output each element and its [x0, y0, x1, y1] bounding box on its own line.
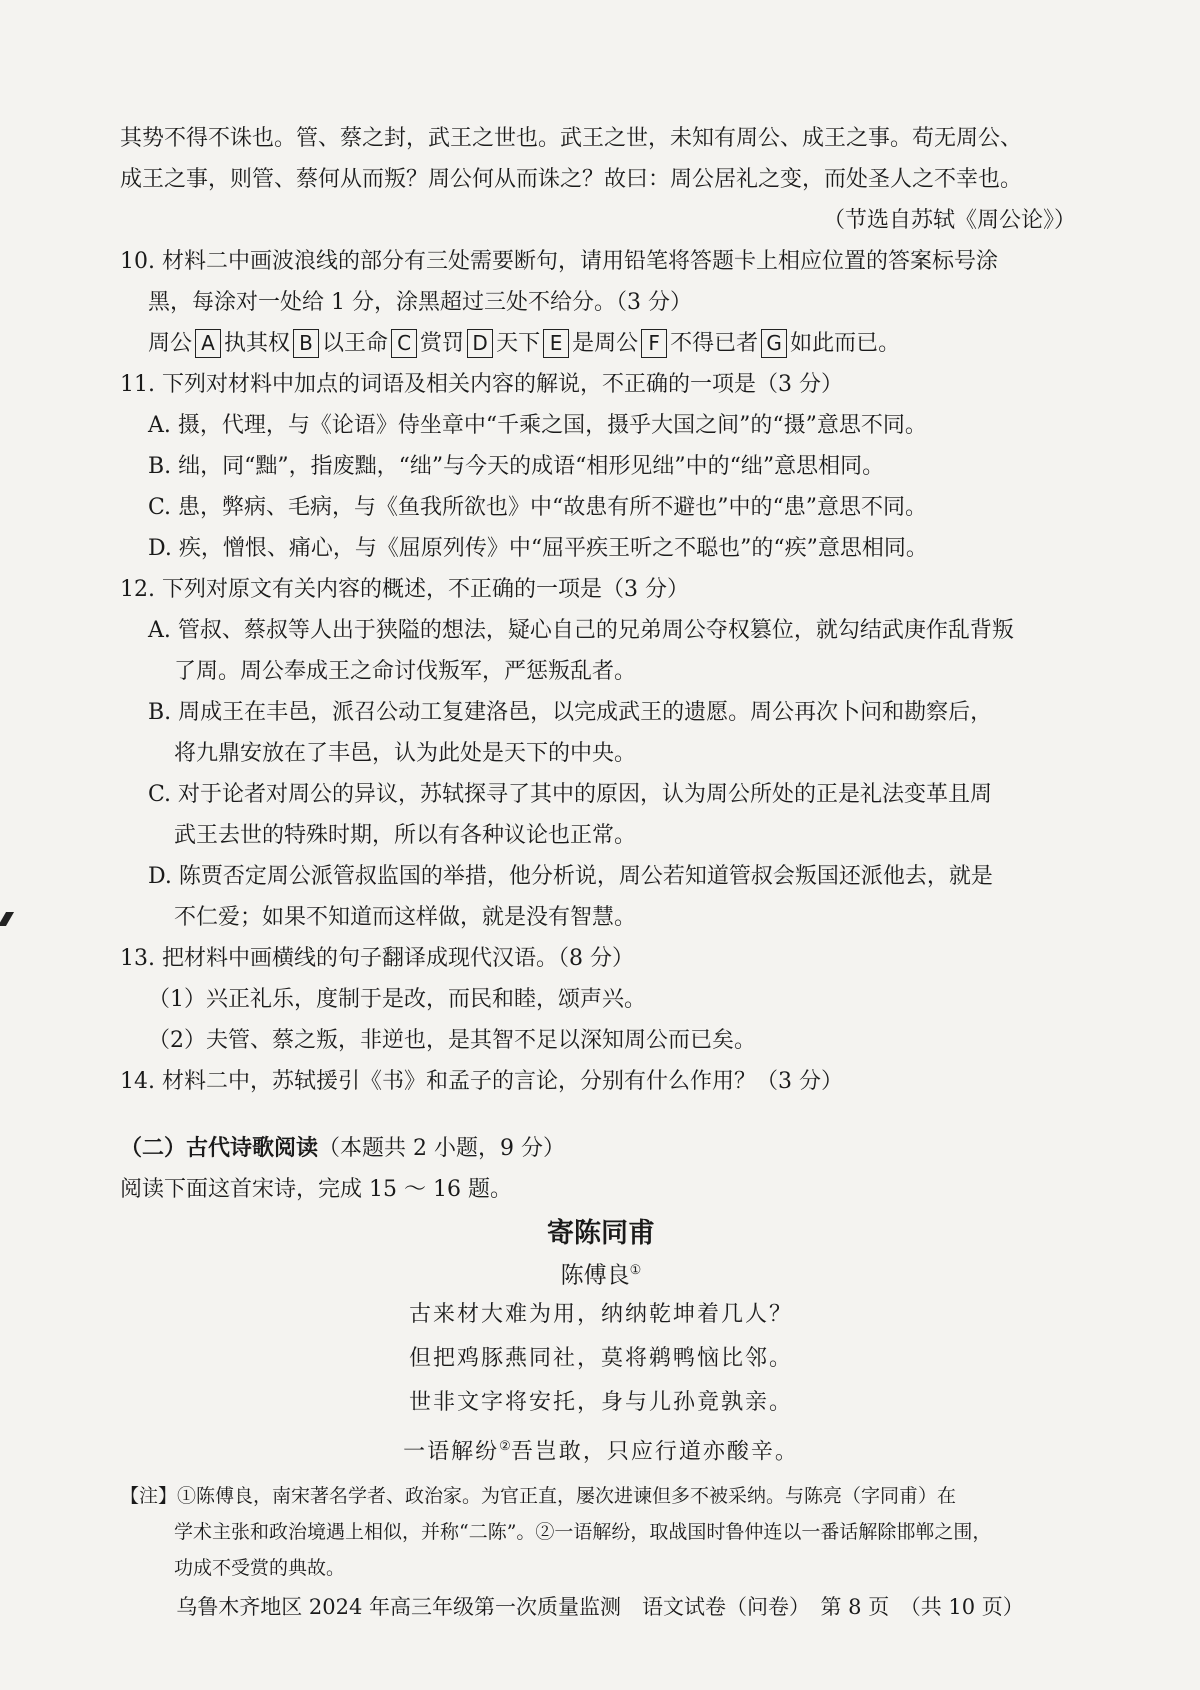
question-12-option-a-cont: 了周。周公奉成王之命讨伐叛军，严惩叛乱者。	[174, 659, 637, 684]
segment: 天下	[496, 331, 541, 356]
note-line-3: 功成不受赏的典故。	[174, 1556, 346, 1579]
footnote-mark-2: ②	[499, 1438, 511, 1454]
question-13-sentence-2: （2）夫管、蔡之叛，非逆也，是其智不足以深知周公而已矣。	[148, 1028, 756, 1053]
segment: 如此而已。	[790, 331, 901, 356]
question-12-option-b: B. 周成王在丰邑，派召公动工复建洛邑，以完成武王的遗愿。周公再次卜问和勘察后，	[148, 700, 993, 725]
answer-box-f[interactable]: F	[641, 329, 667, 358]
question-10-stem-1: 10. 材料二中画波浪线的部分有三处需要断句，请用铅笔将答题卡上相应位置的答案标号涂	[120, 249, 998, 274]
question-12-option-d: D. 陈贾否定周公派管叔监国的举措，他分析说，周公若知道管叔会叛国还派他去，就是	[148, 864, 993, 889]
question-11-option-d: D. 疾，憎恨、痛心，与《屈原列传》中“屈平疾王听之不聪也”的“疾”意思相同。	[148, 536, 928, 561]
poem-author	[120, 1254, 1082, 1293]
question-11-option-b: B. 绌，同“黜”，指废黜，“绌”与今天的成语“相形见绌”中的“绌”意思相同。	[148, 454, 885, 479]
question-11-option-a: A. 摄，代理，与《论语》侍坐章中“千乘之国，摄乎大国之间”的“摄”意思不同。	[148, 413, 927, 438]
question-11-option-c: C. 患，弊病、毛病，与《鱼我所欲也》中“故患有所不避也”中的“患”意思不同。	[148, 495, 928, 520]
segment: 不得已者	[670, 331, 759, 356]
question-13-sentence-1: （1）兴正礼乐，度制于是改，而民和睦，颂声兴。	[148, 987, 646, 1012]
segment: 赏罚	[420, 331, 465, 356]
question-12-option-a: A. 管叔、蔡叔等人出于狭隘的想法，疑心自己的兄弟周公夺权篡位，就勾结武庚作乱背叛	[148, 618, 1014, 643]
question-13-stem: 13. 把材料中画横线的句子翻译成现代汉语。（8 分）	[120, 946, 634, 971]
poem-author-name: 陈傅良	[560, 1262, 630, 1289]
answer-box-c[interactable]: C	[391, 329, 417, 358]
note-line-1: 【注】①陈傅良，南宋著名学者、政治家。为官正直，屡次进谏但多不被采纳。与陈亮（字同甫）在	[120, 1484, 957, 1507]
passage-source: （节选自苏轼《周公论》）	[822, 208, 1076, 233]
answer-box-a[interactable]: A	[195, 329, 221, 358]
question-12-option-b-cont: 将九鼎安放在了丰邑，认为此处是天下的中央。	[174, 741, 637, 766]
poem-line-1: 古来材大难为用，纳纳乾坤着几人？	[408, 1301, 793, 1327]
question-12-option-c-cont: 武王去世的特殊时期，所以有各种议论也正常。	[174, 823, 637, 848]
segment: 是周公	[572, 331, 639, 356]
poem-line-3: 世非文字将安托，身与儿孙竟孰亲。	[408, 1389, 793, 1415]
section-2-heading	[120, 1128, 1082, 1169]
question-10-sentence	[120, 323, 1082, 364]
poem-title: 寄陈同甫	[547, 1218, 655, 1249]
poem-notes	[120, 1478, 1082, 1586]
exam-page	[120, 118, 1082, 1586]
passage-line-2: 成王之事，则管、蔡何从而叛？周公何从而诛之？故曰：周公居礼之变，而处圣人之不幸也。	[120, 167, 1023, 192]
page-footer: 乌鲁木齐地区 2024 年高三年级第一次质量监测 语文试卷（问卷） 第 8 页 （共 10 页）	[176, 1595, 1024, 1619]
segment: 执其权	[224, 331, 291, 356]
note-line-2: 学术主张和政治境遇上相似，并称“二陈”。②一语解纷，取战国时鲁仲连以一番话解除邯郸之围，	[174, 1520, 992, 1543]
poem-line-2: 但把鸡豚燕同社，莫将鹈鸭恼比邻。	[408, 1345, 793, 1371]
section-2-meta: （本题共 2 小题，9 分）	[318, 1136, 565, 1161]
answer-box-e[interactable]: E	[543, 329, 569, 358]
answer-box-g[interactable]: G	[761, 329, 787, 358]
answer-box-b[interactable]: B	[293, 329, 319, 358]
question-12-stem: 12. 下列对原文有关内容的概述，不正确的一项是（3 分）	[120, 577, 689, 602]
poem-line-4-part-1: 一语解纷	[403, 1438, 500, 1464]
footnote-mark-1: ①	[629, 1263, 642, 1278]
question-11-stem: 11. 下列对材料中加点的词语及相关内容的解说，不正确的一项是（3 分）	[120, 372, 843, 397]
question-14-stem: 14. 材料二中，苏轼援引《书》和孟子的言论，分别有什么作用？（3 分）	[120, 1069, 843, 1094]
scan-mark	[0, 912, 14, 926]
question-12-option-c: C. 对于论者对周公的异议，苏轼探寻了其中的原因，认为周公所处的正是礼法变革且周	[148, 782, 993, 807]
poem-line-4	[120, 1425, 1082, 1474]
answer-box-d[interactable]: D	[467, 329, 493, 358]
passage-line-1: 其势不得不诛也。管、蔡之封，武王之世也。武王之世，未知有周公、成王之事。苟无周公、	[120, 126, 1023, 151]
segment: 以王命	[322, 331, 389, 356]
section-2-intro: 阅读下面这首宋诗，完成 15 ～ 16 题。	[120, 1177, 512, 1202]
poem-line-4-part-2: 吾岂敢，只应行道亦酸辛。	[510, 1438, 799, 1464]
segment: 周公	[148, 331, 193, 356]
question-12-option-d-cont: 不仁爱；如果不知道而这样做，就是没有智慧。	[174, 905, 637, 930]
question-10-stem-2: 黑，每涂对一处给 1 分，涂黑超过三处不给分。（3 分）	[148, 290, 692, 315]
section-2-title: （二）古代诗歌阅读	[120, 1136, 319, 1161]
